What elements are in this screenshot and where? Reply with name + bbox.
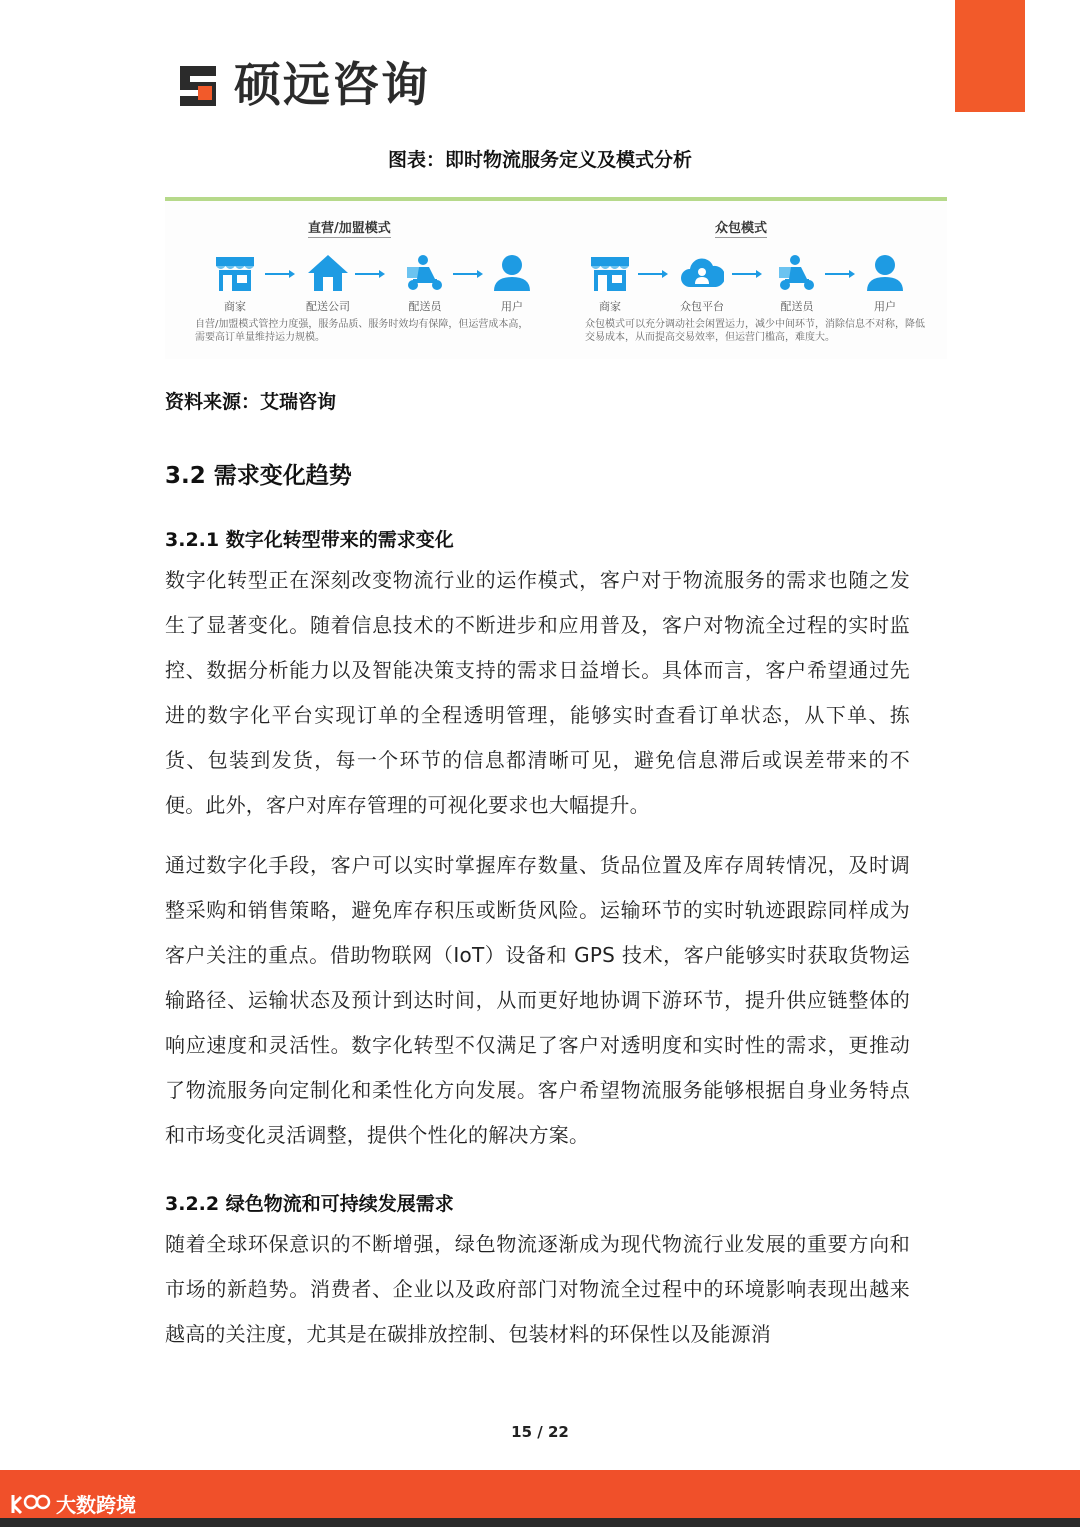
- panel-note: 自营/加盟模式管控力度强，服务品质、服务时效均有保障，但运营成本高，需要高订单量维持运力规模。: [195, 319, 529, 343]
- paragraph: 随着全球环保意识的不断增强，绿色物流逐渐成为现代物流行业发展的重要方向和市场的新趋势。消费者、企业以及政府部门对物流全过程中的环境影响表现出越来越高的关注度，尤其是在碳排放控制、包装材料的环保性以及能源消: [165, 1232, 910, 1346]
- node-label: 配送员: [408, 300, 442, 313]
- node-label: 配送员: [780, 300, 814, 313]
- courier-icon: [775, 253, 819, 293]
- house-icon: [306, 253, 350, 293]
- panel-title: 众包模式: [715, 217, 767, 238]
- paragraph: 数字化转型正在深刻改变物流行业的运作模式，客户对于物流服务的需求也随之发生了显著变化。随着信息技术的不断进步和应用普及，客户对物流全过程的实时监控、数据分析能力以及智能决策支持的需求日益增长。具体而言，客户希望通过先进的数字化平台实现订单的全程透明管理，能够实时查看订单状态，从下单、拣货、包装到发货，每一个环节的信息都清晰可见，避免信息滞后或误差带来的不便。此外，客户对库存管理的可视化要求也大幅提升。: [165, 568, 910, 817]
- section-heading: 3.2 需求变化趋势: [165, 463, 352, 489]
- watermark-text: 大数跨境: [56, 1493, 136, 1517]
- node-user: [850, 253, 920, 314]
- panel-note: 众包模式可以充分调动社会闲置运力，减少中间环节，消除信息不对称，降低交易成本，从而提高交易效率，但运营门槛高，难度大。: [585, 319, 925, 343]
- flow-arrow-icon: [355, 269, 385, 279]
- paragraph: 通过数字化手段，客户可以实时掌握库存数量、货品位置及库存周转情况，及时调整采购和销售策略，避免库存积压或断货风险。运输环节的实时轨迹跟踪同样成为客户关注的重点。借助物联网（IoT）设备和 GPS 技术，客户能够实时获取货物运输路径、运输状态及预计到达时间，从而更好地协调下游环节，提升供应链整体的响应速度和灵活性。数字化转型不仅满足了客户对透明度和实时性的需求，更推动了物流服务向定制化和柔性化方向发展。客户希望物流服务能够根据自身业务特点和市场变化灵活调整，提供个性化的解决方案。: [165, 853, 910, 1147]
- node-label: 用户: [501, 300, 523, 313]
- node-delivery-company: [293, 253, 363, 314]
- figure-title: 图表：即时物流服务定义及模式分析: [387, 149, 692, 171]
- flow-arrow-icon: [638, 269, 668, 279]
- subsection-heading-green: 3.2.2 绿色物流和可持续发展需求: [165, 1193, 454, 1215]
- panel-direct-franchise: [185, 201, 545, 359]
- node-label: 商家: [599, 300, 621, 313]
- page-number: 15 / 22: [511, 1423, 569, 1441]
- node-merchant: [575, 253, 645, 314]
- node-merchant: [200, 253, 270, 314]
- flow-arrow-icon: [265, 269, 295, 279]
- cloud-people-icon: [680, 253, 724, 293]
- node-crowdsourcing-platform: [667, 253, 737, 314]
- brand-logo: [176, 58, 430, 114]
- node-user: [477, 253, 547, 314]
- node-label: 商家: [224, 300, 246, 313]
- logo-mark-icon: [176, 62, 224, 110]
- subsection-heading-digital: 3.2.1 数字化转型带来的需求变化: [165, 529, 454, 551]
- footer-stripe: [0, 1518, 1080, 1527]
- node-label: 众包平台: [680, 300, 724, 313]
- brand-name: 硕远咨询: [234, 58, 430, 113]
- node-courier: [762, 253, 832, 314]
- node-label: 配送公司: [306, 300, 350, 313]
- figure-diagram: [165, 197, 947, 359]
- node-label: 用户: [874, 300, 896, 313]
- panel-crowdsourcing: [575, 201, 935, 359]
- node-courier: [390, 253, 460, 314]
- store-icon: [213, 253, 257, 293]
- store-icon: [588, 253, 632, 293]
- watermark-logo-icon: [10, 1491, 52, 1517]
- corner-accent-tab: [955, 0, 1025, 112]
- user-icon: [490, 253, 534, 293]
- figure-source: 资料来源：艾瑞咨询: [165, 391, 337, 413]
- user-icon: [863, 253, 907, 293]
- watermark: [10, 1489, 136, 1518]
- courier-icon: [403, 253, 447, 293]
- flow-arrow-icon: [732, 269, 762, 279]
- panel-title: 直营/加盟模式: [308, 217, 391, 238]
